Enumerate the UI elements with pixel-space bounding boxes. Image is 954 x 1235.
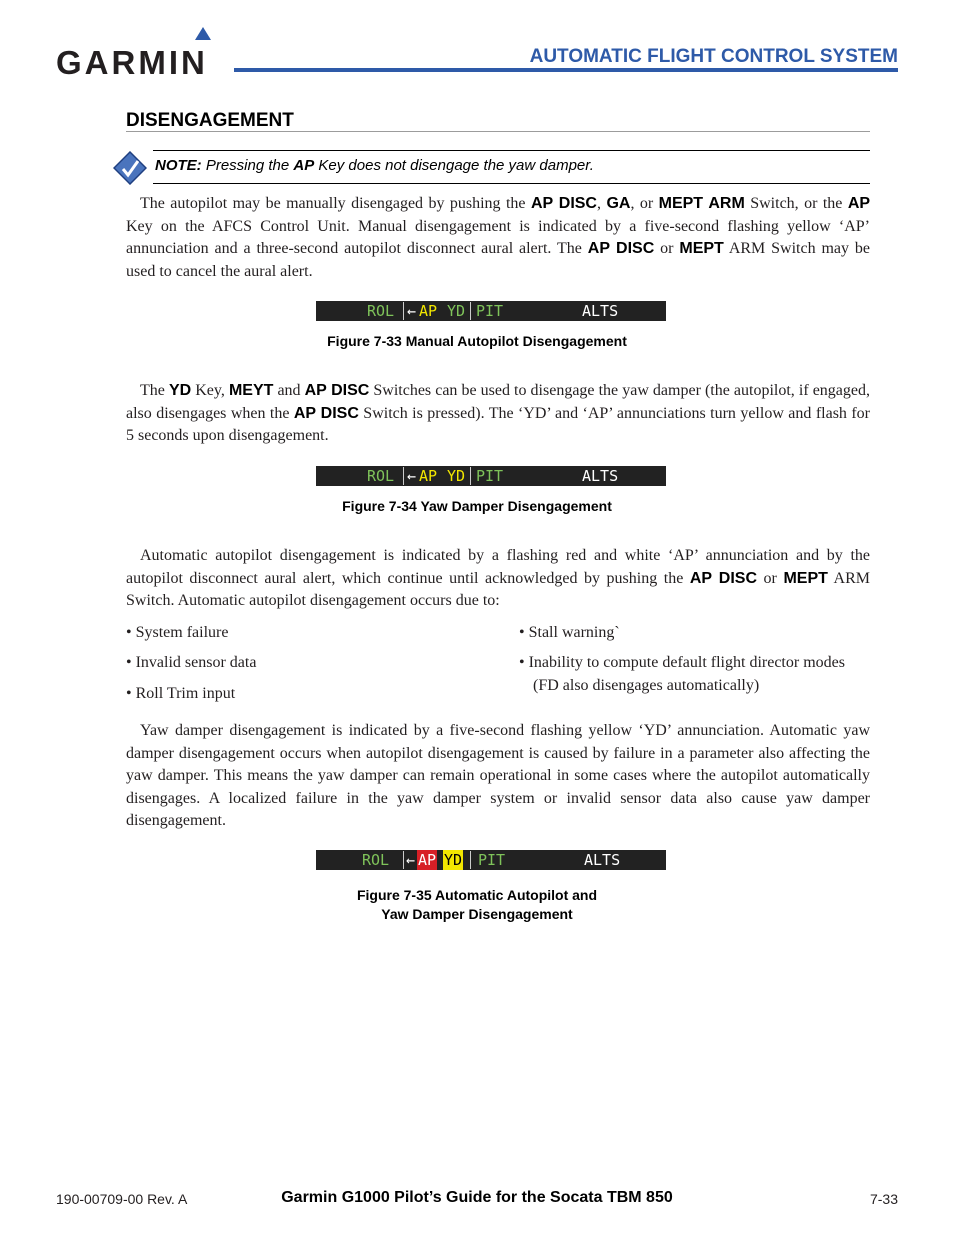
list-item-continuation: (FD also disengages automatically) [533,677,760,694]
document-title: Garmin G1000 Pilot’s Guide for the Socata TBM 850 [281,1189,673,1206]
note-text: NOTE: Pressing the AP Key does not disengage the yaw damper. [155,157,594,174]
annunciator-bar-yaw-damper [316,466,666,486]
annunciator-bar-manual [316,301,666,321]
note-top-rule [153,150,870,151]
yd-annunciation: YD [447,467,466,485]
pit-annunciation: PIT [476,302,504,320]
alts-annunciation: ALTS [582,467,619,485]
yd-annunciation: YD [444,851,463,869]
garmin-logo-text: GARMIN [56,44,208,81]
list-item: • Roll Trim input [126,685,236,702]
alts-annunciation: ALTS [582,302,619,320]
ap-annunciation: AP [419,467,438,485]
list-item: • Inability to compute default flight director modes [519,654,845,671]
list-item: • System failure [126,624,229,641]
arrow-icon: ← [406,851,416,869]
note-bottom-rule [153,183,870,184]
garmin-delta-icon [195,27,211,40]
ap-annunciation: AP [418,851,437,869]
list-item: • Stall warning` [519,624,620,641]
arrow-icon: ← [407,467,417,485]
paragraph-automatic-yaw-damper: Yaw damper disengagement is indicated by a five-second flashing yellow ‘YD’ annunciation. Automatic yaw damper disengagement occurs when autopilot disengagement is caused by failure in a parameter also affecting the yaw damper. This means the yaw damper can remain operational in some cases where the autopilot automatically disengages. A localized failure in the yaw damper system or invalid sensor data also cause yaw damper disengagement. [126,722,870,829]
pit-annunciation: PIT [476,467,504,485]
ap-annunciation: AP [419,302,438,320]
section-title: DISENGAGEMENT [126,110,294,131]
list-item: • Invalid sensor data [126,654,257,671]
header-rule [234,68,898,72]
arrow-icon: ← [407,302,417,320]
figure-caption: Figure 7-33 Manual Autopilot Disengagement [327,333,627,349]
alts-annunciation: ALTS [584,851,621,869]
paragraph-manual-disengage: The autopilot may be manually disengaged by pushing the AP DISC, GA, or MEPT ARM Switch, or the AP Key on the AFCS Control Unit. Manual disengagement is indicated by a five-second flashing yellow ‘AP’ annunciation and a three-second autopilot disconnect aural alert. The AP DISC or MEPT ARM Switch may be used to cancel the aural alert. [126,195,871,280]
section-rule [126,131,870,132]
pit-annunciation: PIT [478,851,506,869]
rol-annunciation: ROL [367,302,395,320]
paragraph-yaw-damper-disengage: The YD Key, MEYT and AP DISC Switches can be used to disengage the yaw damper (the autopilot, if engaged, also disengages when the AP DISC Switch is pressed). The ‘YD’ and ‘AP’ annunciations turn yellow and flash for 5 seconds upon disengagement. [126,382,871,444]
note-check-icon [113,151,147,185]
annunciator-bar-automatic [316,850,666,870]
chapter-title: AUTOMATIC FLIGHT CONTROL SYSTEM [529,46,898,67]
yd-annunciation: YD [447,302,466,320]
document-number: 190-00709-00 Rev. A [56,1191,188,1207]
rol-annunciation: ROL [362,851,390,869]
figure-caption-line-2: Yaw Damper Disengagement [381,906,573,922]
figure-caption: Figure 7-34 Yaw Damper Disengagement [342,498,612,514]
note-label: NOTE: [155,157,202,174]
paragraph-automatic-disengage: Automatic autopilot disengagement is indicated by a flashing red and white ‘AP’ annunciation and by the autopilot disconnect aural alert, which continue until acknowledged by pushing the AP DISC or MEPT ARM Switch. Automatic autopilot disengagement occurs due to: [126,547,871,609]
page-number: 7-33 [869,1191,898,1207]
figure-caption-line-1: Figure 7-35 Automatic Autopilot and [356,887,598,903]
rol-annunciation: ROL [367,467,395,485]
